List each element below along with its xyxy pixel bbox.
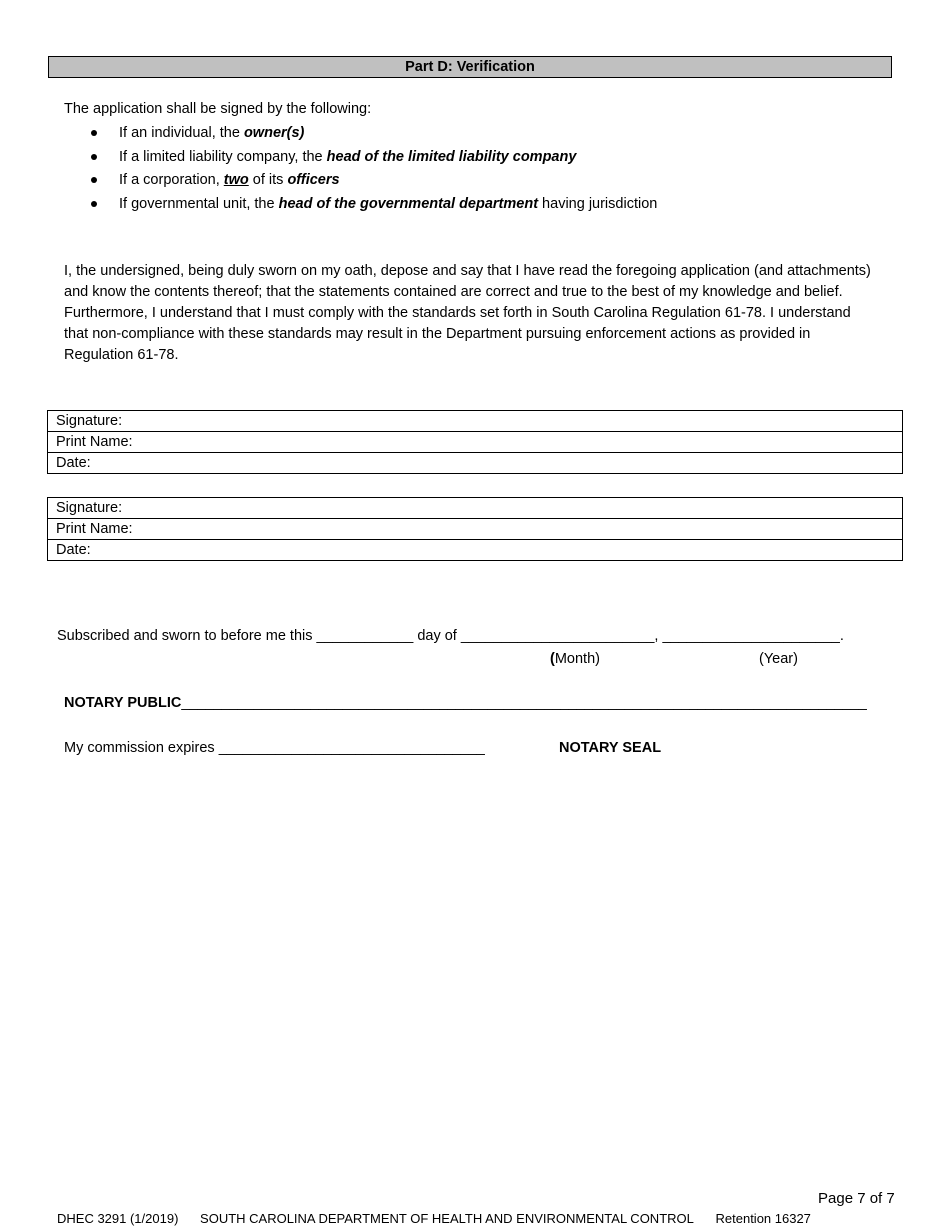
footer <box>57 1211 829 1226</box>
notary-public-line[interactable]: NOTARY PUBLIC_____________________________________________________________________________________ <box>64 695 867 711</box>
department-name: SOUTH CAROLINA DEPARTMENT OF HEALTH AND ENVIRONMENTAL CONTROL <box>200 1211 694 1226</box>
page-number: Page 7 of 7 <box>818 1190 895 1207</box>
month-label: (Month) <box>550 651 600 667</box>
signature-block-1 <box>47 410 903 474</box>
commission-expires-line[interactable]: My commission expires _________________________________ <box>64 740 485 756</box>
date-field[interactable]: Date: <box>48 540 903 561</box>
signature-field[interactable]: Signature: <box>48 411 903 432</box>
signature-field[interactable]: Signature: <box>48 498 903 519</box>
print-name-field[interactable]: Print Name: <box>48 519 903 540</box>
retention-code: Retention 16327 <box>715 1211 811 1226</box>
bullet-icon <box>91 201 97 207</box>
notary-seal-label: NOTARY SEAL <box>559 740 662 756</box>
intro-text: The application shall be signed by the following: <box>64 101 372 117</box>
bullet-icon <box>91 177 97 183</box>
date-field[interactable]: Date: <box>48 453 903 474</box>
list-item: If governmental unit, the head of the governmental department having jurisdiction <box>64 194 657 218</box>
oath-paragraph: I, the undersigned, being duly sworn on my oath, depose and say that I have read the foregoing application (and attachments) and know the contents thereof; that the statements contained are correct and true to the best of my knowledge and belief. Furthermore, I understand that I must comply with the standards set forth in South Carolina Regulation 61-78. I understand that non-compliance with these standards may result in the Department pursuing enforcement actions as provided in Regulation 61-78. <box>64 263 871 363</box>
signature-block-2 <box>47 497 903 561</box>
bullet-icon <box>91 154 97 160</box>
section-header: Part D: Verification <box>48 56 892 78</box>
list-item: If a corporation, two of its officers <box>64 170 657 194</box>
list-item: If an individual, the owner(s) <box>64 123 657 147</box>
year-label: (Year) <box>759 651 798 667</box>
form-id: DHEC 3291 (1/2019) <box>57 1211 179 1226</box>
print-name-field[interactable]: Print Name: <box>48 432 903 453</box>
bullet-icon <box>91 130 97 136</box>
list-item: If a limited liability company, the head of the limited liability company <box>64 147 657 171</box>
sworn-line[interactable]: Subscribed and sworn to before me this ____________ day of ________________________, ______________________. <box>57 628 844 644</box>
signer-list <box>64 123 657 217</box>
